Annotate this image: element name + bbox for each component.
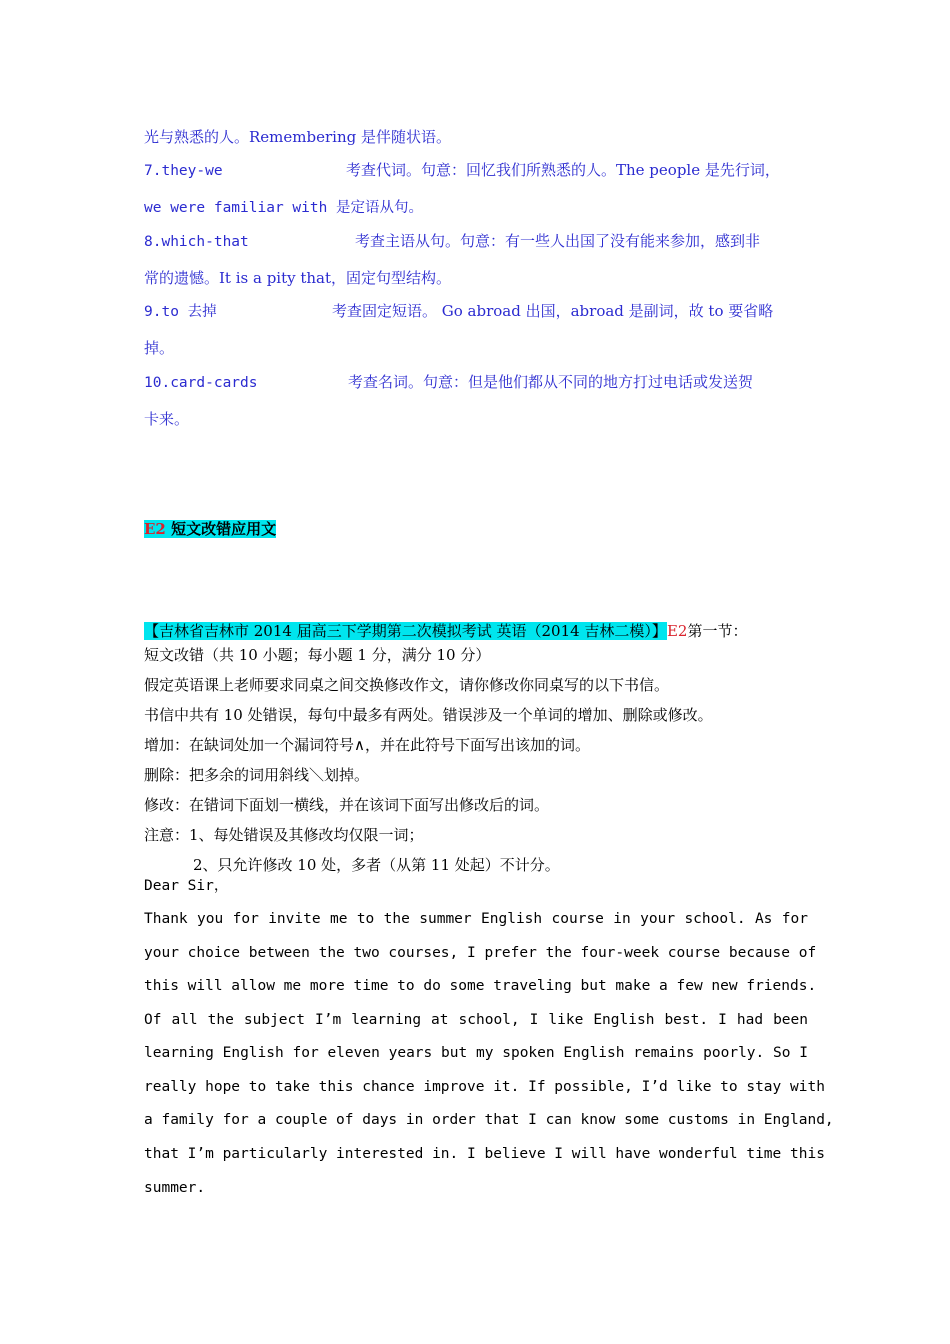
question-line-5: 增加：在缺词处加一个漏词符号∧，并在此符号下面写出该加的词。 — [144, 736, 590, 754]
answer-item-10-cont: 卡来。 — [144, 410, 190, 428]
letter-line: Of all the subject I’m learning at school, I like English best. I had been — [144, 1012, 808, 1028]
section-heading — [144, 519, 276, 539]
letter-line: summer. — [144, 1180, 206, 1196]
letter-line: that I’m particularly interested in. I believe I will have wonderful time this — [144, 1146, 825, 1162]
section-code: E2 短文改错应用文 — [144, 520, 277, 538]
answer-item-8 — [144, 231, 761, 252]
answer-explanation: 考查代词。句意：回忆我们所熟悉的人。The people 是先行词， — [346, 161, 780, 179]
question-line-2: 短文改错（共 10 小题；每小题 1 分，满分 10 分） — [144, 646, 491, 664]
answer-explanation: 考查名词。句意：但是他们都从不同的地方打过电话或发送贺 — [348, 373, 754, 391]
answer-item-9 — [144, 301, 774, 322]
question-line-6: 删除：把多余的词用斜线＼划掉。 — [144, 766, 370, 784]
letter-line: really hope to take this chance improve it. If possible, I’d like to stay with — [144, 1079, 825, 1095]
answer-explanation: 考查固定短语。 Go abroad 出国，abroad 是副词，故 to 要省略 — [332, 302, 774, 320]
letter-line: this will allow me more time to do some traveling but make a few new friends. — [144, 978, 817, 994]
answer-number: 7.they-we — [144, 163, 223, 179]
question-line-8: 注意：1、每处错误及其修改均仅限一词； — [144, 826, 424, 844]
answer-item-8-cont: 常的遗憾。It is a pity that，固定句型结构。 — [144, 269, 452, 287]
answer-number: 9.to 去掉 — [144, 304, 217, 320]
letter-greeting: Dear Sir， — [144, 878, 229, 894]
answer-item-9-cont: 掉。 — [144, 339, 175, 357]
answer-item-7-cont: we were familiar with 是定语从句。 — [144, 200, 424, 216]
question-source: 【吉林省吉林市 2014 届高三下学期第二次模拟考试 英语（2014 吉林二模）】 — [144, 622, 667, 640]
question-line-9: 2、只允许修改 10 处，多者（从第 11 处起）不计分。 — [193, 856, 560, 874]
question-line-7: 修改：在错词下面划一横线，并在该词下面写出修改后的词。 — [144, 796, 550, 814]
letter-line: your choice between the two courses, I prefer the four-week course because of — [144, 945, 817, 961]
answer-continuation: 光与熟悉的人。Remembering 是伴随状语。 — [144, 128, 451, 146]
answer-explanation: 考查主语从句。句意：有一些人出国了没有能来参加，感到非 — [355, 232, 761, 250]
answer-number: 10.card-cards — [144, 375, 258, 391]
question-code: E2 — [666, 622, 688, 640]
letter-line: Thank you for invite me to the summer English course in your school. As for — [144, 911, 808, 927]
letter-line: learning English for eleven years but my spoken English remains poorly. So I — [144, 1045, 808, 1061]
question-line-3: 假定英语课上老师要求同桌之间交换修改作文，请你修改你同桌写的以下书信。 — [144, 676, 670, 694]
question-source-line: 【吉林省吉林市 2014 届高三下学期第二次模拟考试 英语（2014 吉林二模）】E2第一节： — [144, 622, 748, 640]
letter-line: a family for a couple of days in order that I can know some customs in England, — [144, 1112, 834, 1128]
answer-item-10 — [144, 372, 754, 393]
answer-item-7 — [144, 160, 780, 181]
answer-number: 8.which-that — [144, 234, 249, 250]
question-line-4: 书信中共有 10 处错误，每句中最多有两处。错误涉及一个单词的增加、删除或修改。 — [144, 706, 713, 724]
